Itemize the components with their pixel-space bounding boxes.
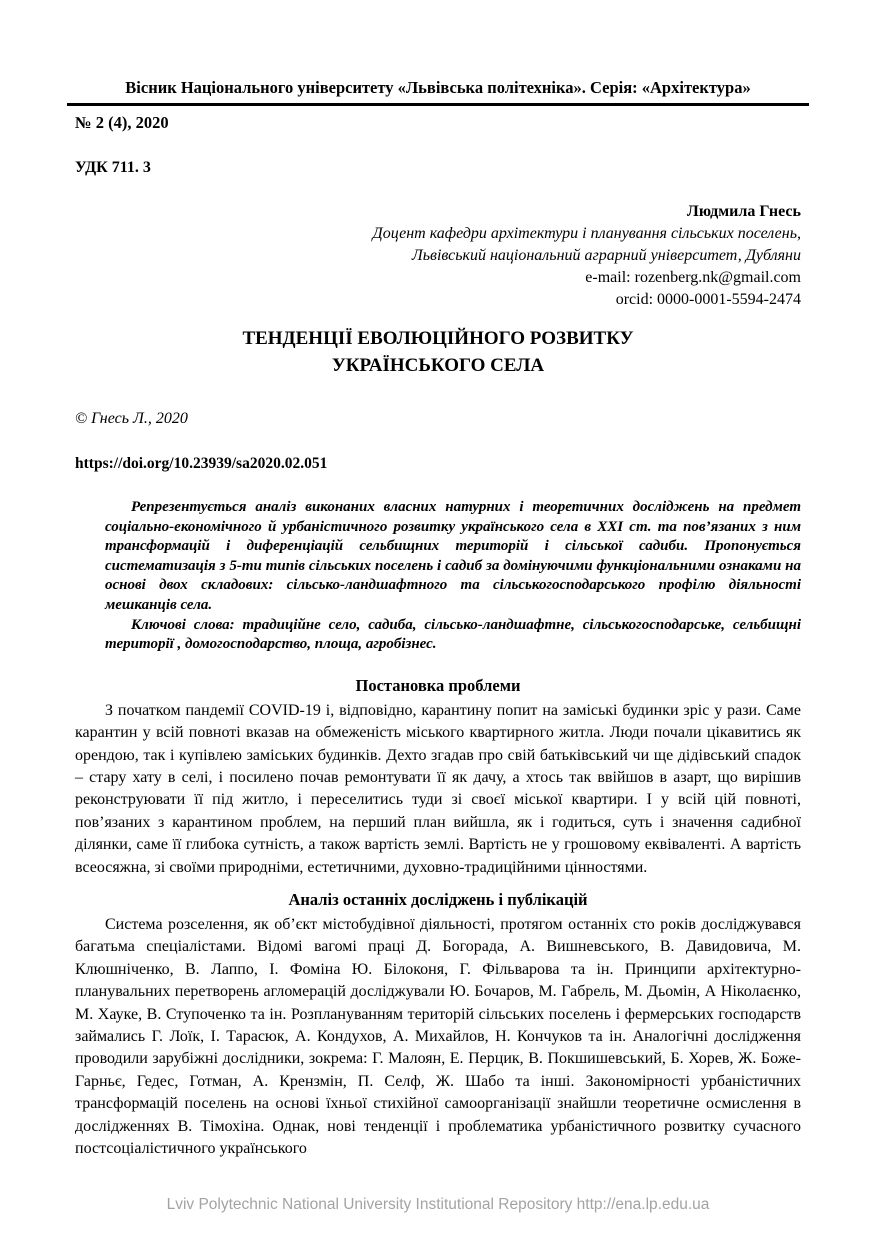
- keywords-label: Ключові слова:: [131, 616, 235, 633]
- abstract-block: [105, 498, 801, 655]
- section-heading-literature-review: Аналіз останніх досліджень і публікацій: [288, 890, 588, 909]
- author-affiliation: Львівський національний аграрний університет, Дубляни: [411, 247, 801, 264]
- doi-link[interactable]: https://doi.org/10.23939/sa2020.02.051: [75, 455, 328, 472]
- udc-code: УДК 711. 3: [75, 159, 151, 176]
- article-title-line1: ТЕНДЕНЦІЇ ЕВОЛЮЦІЙНОГО РОЗВИТКУ: [242, 328, 634, 349]
- abstract-text: Репрезентується аналіз виконаних власних натурних і теоретичних досліджень на предмет соціально-економічного й урбаністичного розвитку українського села в ХХІ ст. та пов’язаних з ним трансформацій і диференціацій сельбищних територій і сільської садиби. Пропонується систематизація з 5-ти типів сільських поселень і садиб за домінуючими функціональними ознаками на основі двох складових: сільсько-ландшафтного та сільськогосподарського профілю діяльності мешканців села.: [105, 499, 801, 613]
- journal-header: Вісник Національного університету «Львівська політехніка». Серія: «Архітектура»: [67, 78, 809, 106]
- author-position: Доцент кафедри архітектури і планування сільських поселень,: [372, 225, 801, 242]
- keywords-text: традиційне село, садиба, сільсько-ландшафтне, сільськогосподарське, сельбищні території , домогосподарство, площа, агробізнес.: [105, 616, 801, 653]
- journal-issue: № 2 (4), 2020: [75, 113, 169, 132]
- article-title-line2: УКРАЇНСЬКОГО СЕЛА: [331, 355, 545, 376]
- author-name: Людмила Гнесь: [686, 203, 801, 220]
- keywords-paragraph: [105, 616, 801, 655]
- copyright-line: © Гнесь Л., 2020: [75, 410, 188, 427]
- article-title: [75, 325, 801, 379]
- author-block: [75, 201, 801, 311]
- author-orcid: orcid: 0000-0001-5594-2474: [615, 291, 801, 308]
- author-email: e-mail: rozenberg.nk@gmail.com: [585, 269, 801, 286]
- section-heading-problem-statement: Постановка проблеми: [355, 675, 521, 695]
- section-paragraph: Система розселення, як об’єкт містобудівної діяльності, протягом останніх сто років досліджувався багатьма спеціалістами. Відомі вагомі праці Д. Богорада, А. Вишневського, В. Давидовича, М. Клюшніченко, В. Лаппо, І. Фоміна Ю. Білоконя, Г. Фільварова та ін. Принципи архітектурно-планувальних перетворень агломерацій досліджували Ю. Бочаров, М. Габрель, М. Дьомін, А Ніколаєнко, М. Хауке, В. Ступоченко та ін. Розплануванням територій сільських поселень і фермерських господарств займались Г. Лоїк, І. Тарасюк, А. Кондухов, А. Михайлов, Н. Кончуков та ін. Аналогічні дослідження проводили зарубіжні дослідники, зокрема: Г. Малоян, Е. Перцик, В. Покшишевський, Б. Хорев, Ж. Боже-Гарньє, Гедес, Готман, А. Крензмін, П. Селф, Ж. Шабо та інші. Закономірності урбаністичних трансформацій поселень на основі їхньої стихійної самоорганізації знайшли теоретичне осмислення в дослідженнях В. Тімохіна. Однак, нові тенденції і проблематика урбаністичного розвитку сучасного постсоціалістичного українського: [75, 916, 801, 1158]
- section-paragraph: З початком пандемії COVID-19 і, відповідно, карантину попит на заміські будинки зріс у рази. Саме карантин у всій повноті вказав на обмеженість міського квартирного житла. Люди почали цікавитись як орендою, так і купівлею заміських будинків. Дехто згадав про свій батьківський чи ще дідівський спадок – стару хату в селі, і посилено почав ремонтувати її як дачу, а хтось так ввійшов в азарт, що вирішив реконструювати її під житло, і переселитись туди зі своєї міської квартири. І у всій цій повноті, пов’язаних з карантином проблем, на перший план вийшла, як і годиться, суть і значення садибної ділянки, саме її глибока сутність, а також вартість землі. Вартість не у грошовому еквіваленті. А вартість всеосяжна, зі своїми природніми, естетичними, духовно-традиційними цінностями.: [75, 701, 801, 876]
- repository-footer: Lviv Polytechnic National University Institutional Repository http://ena.lp.edu.ua: [166, 1196, 710, 1213]
